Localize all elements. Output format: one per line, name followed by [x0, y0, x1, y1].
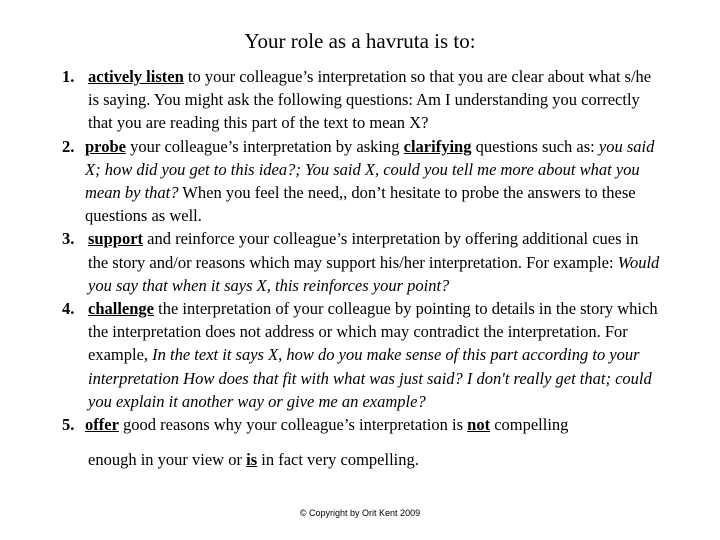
list-item-5: [62, 413, 662, 436]
item-text: to your colleague’s interpretation so that you are clear about what s/he is saying. You might ask the following questions: Am I understanding you correctly that you are reading this part of the text to mean X?: [88, 67, 652, 133]
item-keyword: challenge: [88, 299, 154, 319]
item-text: enough in your view or: [88, 450, 247, 470]
item-keyword: support: [88, 229, 144, 249]
item-text: compelling: [490, 415, 569, 435]
item-keyword-secondary: not: [467, 415, 491, 435]
item-keyword: probe: [85, 136, 126, 156]
list-item-4: [62, 297, 662, 413]
item-text: and reinforce your colleague’s interpretation by offering additional cues in the story and/or reasons which may support his/her interpretation. For example:: [88, 229, 639, 272]
item-text: the interpretation of your colleague by pointing to details in the story which the interpretation does not address or which may contradict the interpretation. For example,: [88, 299, 658, 365]
role-list: [62, 65, 662, 471]
item-text: questions such as:: [471, 136, 599, 156]
item-number: 3.: [62, 229, 75, 249]
item-text: in fact very compelling.: [257, 450, 419, 470]
list-item-5-continuation: [62, 448, 662, 471]
list-item-2: [62, 135, 662, 228]
copyright-notice: © Copyright by Orit Kent 2009: [299, 508, 421, 518]
item-keyword: offer: [85, 415, 119, 435]
item-text: good reasons why your colleague’s interpretation is: [118, 415, 468, 435]
page-title: Your role as a havruta is to:: [244, 29, 476, 53]
item-text: your colleague’s interpretation by asking: [125, 136, 404, 156]
item-example: Would you say that when it says X, this reinforces your point?: [88, 252, 660, 295]
item-keyword-secondary: is: [246, 450, 258, 470]
list-item-3: [62, 227, 662, 297]
item-keyword-secondary: clarifying: [403, 136, 472, 156]
list-item-1: [62, 65, 662, 135]
item-number: 4.: [62, 299, 75, 319]
item-number: 5.: [62, 415, 75, 435]
item-number: 1.: [62, 67, 75, 86]
item-number: 2.: [62, 136, 75, 156]
item-keyword: actively listen: [88, 67, 184, 86]
item-text: When you feel the need,, don’t hesitate to probe the answers to these questions as well.: [85, 183, 636, 226]
item-example: you said X; how did you get to this idea?; You said X, could you tell me more about what you mean by that?: [85, 136, 655, 203]
item-example: In the text it says X, how do you make sense of this part according to your interpretation How does that fit with what was just said? I don't really get that; could you explain it another way or give me an example?: [88, 345, 652, 411]
